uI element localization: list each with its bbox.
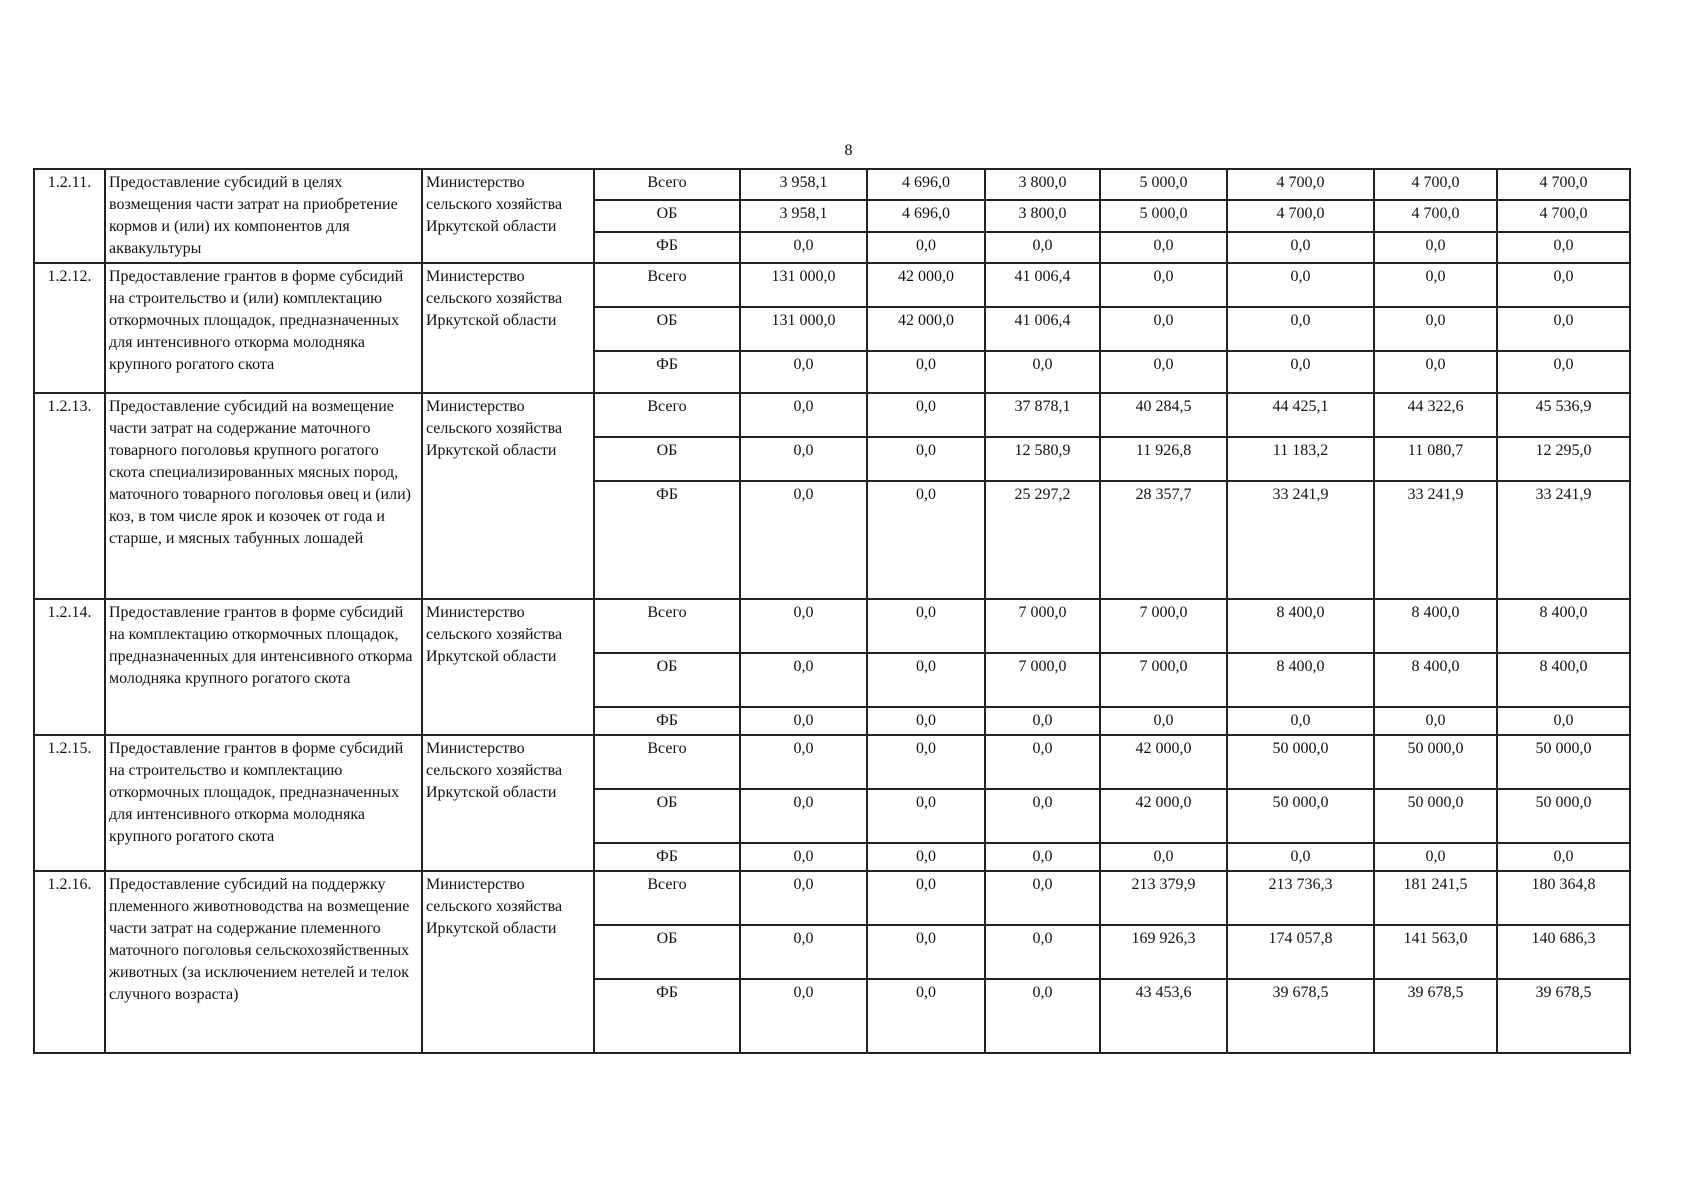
amount-cell: 0,0 xyxy=(1227,351,1374,393)
item-executor: Министерство сельского хозяйства Иркутской области xyxy=(422,393,594,599)
amount-cell: 181 241,5 xyxy=(1374,871,1497,925)
item-number: 1.2.11. xyxy=(34,169,105,263)
amount-cell: 33 241,9 xyxy=(1497,481,1630,599)
amount-cell: 3 800,0 xyxy=(985,169,1100,200)
funding-source: ОБ xyxy=(594,789,740,843)
amount-cell: 50 000,0 xyxy=(1227,735,1374,789)
funding-source: ФБ xyxy=(594,707,740,735)
amount-cell: 0,0 xyxy=(867,707,985,735)
amount-cell: 41 006,4 xyxy=(985,307,1100,351)
funding-source: Всего xyxy=(594,599,740,653)
page-number: 8 xyxy=(844,142,853,159)
amount-cell: 25 297,2 xyxy=(985,481,1100,599)
amount-cell: 45 536,9 xyxy=(1497,393,1630,437)
amount-cell: 0,0 xyxy=(1497,707,1630,735)
amount-cell: 11 080,7 xyxy=(1374,437,1497,481)
table-row xyxy=(34,169,1630,200)
amount-cell: 39 678,5 xyxy=(1374,979,1497,1053)
funding-source: ФБ xyxy=(594,843,740,871)
amount-cell: 180 364,8 xyxy=(1497,871,1630,925)
amount-cell: 0,0 xyxy=(1227,843,1374,871)
amount-cell: 0,0 xyxy=(1497,263,1630,307)
amount-cell: 0,0 xyxy=(1497,232,1630,263)
amount-cell: 141 563,0 xyxy=(1374,925,1497,979)
amount-cell: 4 700,0 xyxy=(1374,200,1497,231)
amount-cell: 0,0 xyxy=(985,707,1100,735)
item-title: Предоставление субсидий на поддержку племенного животноводства на возмещение части затрат на содержание племенного маточного поголовья сельскохозяйственных животных (за исключением нетелей и телок случного возраста) xyxy=(105,871,422,1053)
amount-cell: 39 678,5 xyxy=(1227,979,1374,1053)
funding-source: Всего xyxy=(594,735,740,789)
amount-cell: 0,0 xyxy=(740,653,867,707)
amount-cell: 12 580,9 xyxy=(985,437,1100,481)
amount-cell: 0,0 xyxy=(1374,232,1497,263)
item-number: 1.2.12. xyxy=(34,263,105,393)
funding-source: Всего xyxy=(594,169,740,200)
funding-source: Всего xyxy=(594,263,740,307)
amount-cell: 0,0 xyxy=(1100,232,1227,263)
item-title: Предоставление грантов в форме субсидий на строительство и (или) комплектацию откормочных площадок, предназначенных для интенсивного откорма молодняка крупного рогатого скота xyxy=(105,263,422,393)
amount-cell: 0,0 xyxy=(740,437,867,481)
amount-cell: 11 926,8 xyxy=(1100,437,1227,481)
amount-cell: 0,0 xyxy=(867,599,985,653)
amount-cell: 4 700,0 xyxy=(1227,200,1374,231)
item-executor: Министерство сельского хозяйства Иркутской области xyxy=(422,169,594,263)
amount-cell: 4 700,0 xyxy=(1227,169,1374,200)
funding-source: ОБ xyxy=(594,925,740,979)
amount-cell: 7 000,0 xyxy=(1100,653,1227,707)
amount-cell: 42 000,0 xyxy=(1100,735,1227,789)
amount-cell: 42 000,0 xyxy=(867,307,985,351)
amount-cell: 0,0 xyxy=(985,232,1100,263)
amount-cell: 8 400,0 xyxy=(1227,653,1374,707)
amount-cell: 43 453,6 xyxy=(1100,979,1227,1053)
table-body xyxy=(34,169,1630,1053)
item-title: Предоставление субсидий на возмещение части затрат на содержание маточного товарного поголовья крупного рогатого скота специализированных мясных пород, маточного товарного поголовья овец и (или) коз, в том числе ярок и козочек от года и старше, и мясных табунных лошадей xyxy=(105,393,422,599)
amount-cell: 50 000,0 xyxy=(1374,735,1497,789)
amount-cell: 0,0 xyxy=(867,481,985,599)
amount-cell: 33 241,9 xyxy=(1227,481,1374,599)
amount-cell: 0,0 xyxy=(867,871,985,925)
amount-cell: 0,0 xyxy=(1227,263,1374,307)
amount-cell: 4 700,0 xyxy=(1497,200,1630,231)
amount-cell: 0,0 xyxy=(740,871,867,925)
amount-cell: 42 000,0 xyxy=(867,263,985,307)
amount-cell: 0,0 xyxy=(1374,843,1497,871)
amount-cell: 0,0 xyxy=(1374,707,1497,735)
amount-cell: 131 000,0 xyxy=(740,307,867,351)
amount-cell: 0,0 xyxy=(740,843,867,871)
item-executor: Министерство сельского хозяйства Иркутской области xyxy=(422,871,594,1053)
budget-table xyxy=(33,168,1631,1054)
amount-cell: 4 696,0 xyxy=(867,200,985,231)
funding-source: ФБ xyxy=(594,232,740,263)
amount-cell: 0,0 xyxy=(985,843,1100,871)
amount-cell: 4 700,0 xyxy=(1497,169,1630,200)
amount-cell: 169 926,3 xyxy=(1100,925,1227,979)
amount-cell: 0,0 xyxy=(867,232,985,263)
amount-cell: 42 000,0 xyxy=(1100,789,1227,843)
funding-source: Всего xyxy=(594,393,740,437)
amount-cell: 0,0 xyxy=(1374,263,1497,307)
amount-cell: 0,0 xyxy=(1227,232,1374,263)
amount-cell: 0,0 xyxy=(985,871,1100,925)
amount-cell: 0,0 xyxy=(1100,307,1227,351)
amount-cell: 28 357,7 xyxy=(1100,481,1227,599)
amount-cell: 131 000,0 xyxy=(740,263,867,307)
amount-cell: 213 736,3 xyxy=(1227,871,1374,925)
amount-cell: 11 183,2 xyxy=(1227,437,1374,481)
amount-cell: 0,0 xyxy=(1497,351,1630,393)
amount-cell: 0,0 xyxy=(740,393,867,437)
amount-cell: 0,0 xyxy=(1100,707,1227,735)
amount-cell: 37 878,1 xyxy=(985,393,1100,437)
amount-cell: 0,0 xyxy=(740,232,867,263)
amount-cell: 0,0 xyxy=(985,351,1100,393)
amount-cell: 40 284,5 xyxy=(1100,393,1227,437)
amount-cell: 0,0 xyxy=(1100,843,1227,871)
amount-cell: 0,0 xyxy=(985,925,1100,979)
amount-cell: 0,0 xyxy=(1374,351,1497,393)
funding-source: ОБ xyxy=(594,653,740,707)
amount-cell: 0,0 xyxy=(1227,707,1374,735)
amount-cell: 0,0 xyxy=(740,925,867,979)
amount-cell: 0,0 xyxy=(867,789,985,843)
amount-cell: 0,0 xyxy=(867,979,985,1053)
item-number: 1.2.13. xyxy=(34,393,105,599)
amount-cell: 0,0 xyxy=(1497,307,1630,351)
amount-cell: 50 000,0 xyxy=(1497,735,1630,789)
amount-cell: 0,0 xyxy=(1100,351,1227,393)
amount-cell: 5 000,0 xyxy=(1100,169,1227,200)
item-number: 1.2.15. xyxy=(34,735,105,871)
table-row xyxy=(34,263,1630,307)
amount-cell: 39 678,5 xyxy=(1497,979,1630,1053)
amount-cell: 0,0 xyxy=(740,735,867,789)
amount-cell: 8 400,0 xyxy=(1497,599,1630,653)
amount-cell: 3 958,1 xyxy=(740,169,867,200)
amount-cell: 0,0 xyxy=(1374,307,1497,351)
amount-cell: 0,0 xyxy=(867,653,985,707)
amount-cell: 33 241,9 xyxy=(1374,481,1497,599)
amount-cell: 3 800,0 xyxy=(985,200,1100,231)
amount-cell: 50 000,0 xyxy=(1497,789,1630,843)
amount-cell: 0,0 xyxy=(1100,263,1227,307)
amount-cell: 0,0 xyxy=(740,979,867,1053)
funding-source: ФБ xyxy=(594,481,740,599)
amount-cell: 0,0 xyxy=(740,599,867,653)
amount-cell: 0,0 xyxy=(867,351,985,393)
amount-cell: 0,0 xyxy=(740,707,867,735)
amount-cell: 213 379,9 xyxy=(1100,871,1227,925)
amount-cell: 0,0 xyxy=(985,735,1100,789)
funding-source: ФБ xyxy=(594,979,740,1053)
amount-cell: 0,0 xyxy=(867,393,985,437)
item-title: Предоставление грантов в форме субсидий на комплектацию откормочных площадок, предназначенных для интенсивного откорма молодняка крупного рогатого скота xyxy=(105,599,422,735)
amount-cell: 0,0 xyxy=(740,481,867,599)
amount-cell: 0,0 xyxy=(985,979,1100,1053)
amount-cell: 8 400,0 xyxy=(1227,599,1374,653)
amount-cell: 7 000,0 xyxy=(985,653,1100,707)
amount-cell: 5 000,0 xyxy=(1100,200,1227,231)
amount-cell: 140 686,3 xyxy=(1497,925,1630,979)
amount-cell: 44 322,6 xyxy=(1374,393,1497,437)
amount-cell: 0,0 xyxy=(985,789,1100,843)
amount-cell: 4 700,0 xyxy=(1374,169,1497,200)
amount-cell: 0,0 xyxy=(867,735,985,789)
funding-source: ОБ xyxy=(594,437,740,481)
funding-source: ОБ xyxy=(594,200,740,231)
amount-cell: 0,0 xyxy=(1497,843,1630,871)
funding-source: ФБ xyxy=(594,351,740,393)
amount-cell: 0,0 xyxy=(867,925,985,979)
amount-cell: 50 000,0 xyxy=(1374,789,1497,843)
amount-cell: 41 006,4 xyxy=(985,263,1100,307)
amount-cell: 0,0 xyxy=(867,437,985,481)
amount-cell: 0,0 xyxy=(740,789,867,843)
amount-cell: 50 000,0 xyxy=(1227,789,1374,843)
item-executor: Министерство сельского хозяйства Иркутской области xyxy=(422,263,594,393)
table-row xyxy=(34,735,1630,789)
amount-cell: 7 000,0 xyxy=(985,599,1100,653)
amount-cell: 8 400,0 xyxy=(1374,599,1497,653)
table-row xyxy=(34,871,1630,925)
item-executor: Министерство сельского хозяйства Иркутской области xyxy=(422,735,594,871)
funding-source: ОБ xyxy=(594,307,740,351)
amount-cell: 44 425,1 xyxy=(1227,393,1374,437)
table-row xyxy=(34,393,1630,437)
amount-cell: 0,0 xyxy=(740,351,867,393)
table-row xyxy=(34,599,1630,653)
amount-cell: 3 958,1 xyxy=(740,200,867,231)
amount-cell: 0,0 xyxy=(867,843,985,871)
item-title: Предоставление грантов в форме субсидий на строительство и комплектацию откормочных площадок, предназначенных для интенсивного откорма молодняка крупного рогатого скота xyxy=(105,735,422,871)
item-executor: Министерство сельского хозяйства Иркутской области xyxy=(422,599,594,735)
amount-cell: 8 400,0 xyxy=(1497,653,1630,707)
item-title: Предоставление субсидий в целях возмещения части затрат на приобретение кормов и (или) их компонентов для аквакультуры xyxy=(105,169,422,263)
amount-cell: 174 057,8 xyxy=(1227,925,1374,979)
amount-cell: 4 696,0 xyxy=(867,169,985,200)
amount-cell: 0,0 xyxy=(1227,307,1374,351)
amount-cell: 8 400,0 xyxy=(1374,653,1497,707)
amount-cell: 7 000,0 xyxy=(1100,599,1227,653)
item-number: 1.2.16. xyxy=(34,871,105,1053)
funding-source: Всего xyxy=(594,871,740,925)
item-number: 1.2.14. xyxy=(34,599,105,735)
amount-cell: 12 295,0 xyxy=(1497,437,1630,481)
